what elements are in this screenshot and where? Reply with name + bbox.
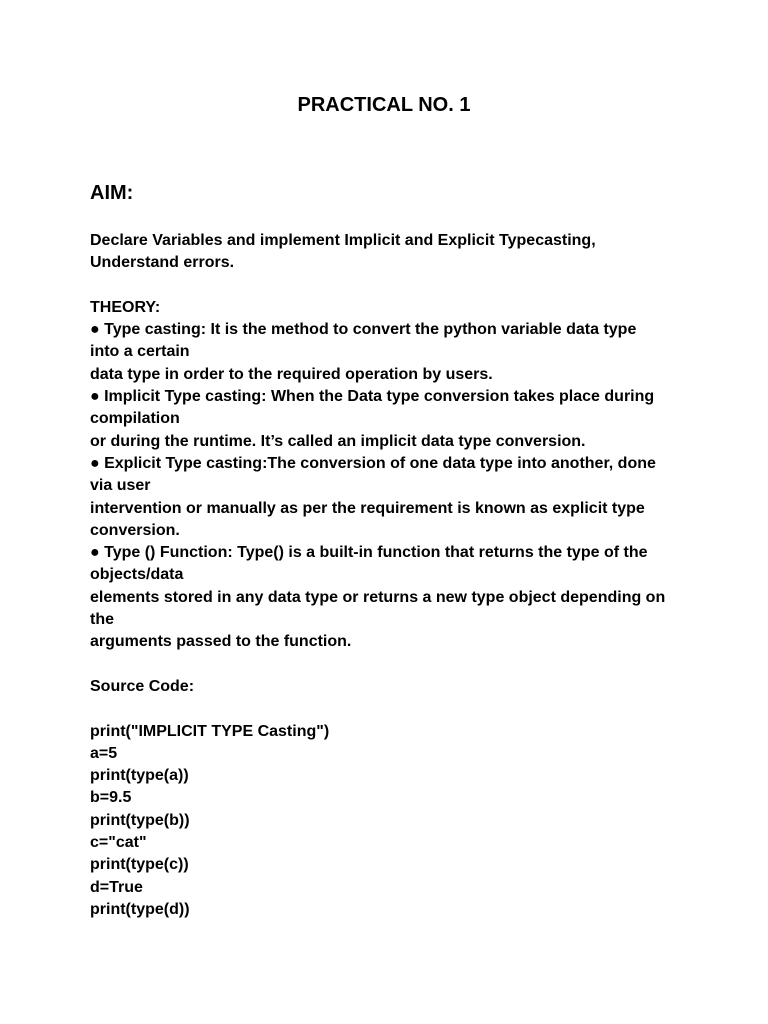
document-body [90,230,690,921]
text-line: arguments passed to the function. [90,633,352,651]
page-title: PRACTICAL NO. 1 [297,94,471,116]
text-line: into a certain [90,343,190,361]
blank-line [90,275,690,297]
text-line: elements stored in any data type or returns a new type object depending on [90,588,666,606]
text-line: ● Type () Function: Type() is a built-in function that returns the type of the [90,544,648,562]
text-line: via user [90,477,151,495]
text-line: compilation [90,410,180,428]
text-line: Source Code: [90,677,195,695]
text-line: conversion. [90,521,180,539]
text-line: print("IMPLICIT TYPE Casting") [90,722,330,740]
text-line: c="cat" [90,834,147,852]
blank-line [90,698,690,720]
text-line: ● Type casting: It is the method to convert the python variable data type [90,321,637,339]
text-line: print(type(d)) [90,900,190,918]
text-line: THEORY: [90,298,161,316]
aim-heading: AIM: [90,182,134,204]
text-line: intervention or manually as per the requirement is known as explicit type [90,499,645,517]
text-line: b=9.5 [90,789,132,807]
text-line: Understand errors. [90,254,235,272]
text-line: ● Implicit Type casting: When the Data type conversion takes place during [90,388,655,406]
text-line: a=5 [90,744,118,762]
text-line: print(type(c)) [90,856,189,874]
text-line: data type in order to the required operation by users. [90,365,493,383]
text-line: objects/data [90,566,184,584]
text-line: d=True [90,878,143,896]
blank-line [90,654,690,676]
text-line: Declare Variables and implement Implicit and Explicit Typecasting, [90,232,596,249]
text-line: ● Explicit Type casting:The conversion of one data type into another, done [90,454,656,472]
text-line: print(type(b)) [90,811,190,829]
text-line: print(type(a)) [90,767,189,785]
text-line: or during the runtime. It’s called an implicit data type conversion. [90,432,586,450]
text-line: the [90,611,114,629]
